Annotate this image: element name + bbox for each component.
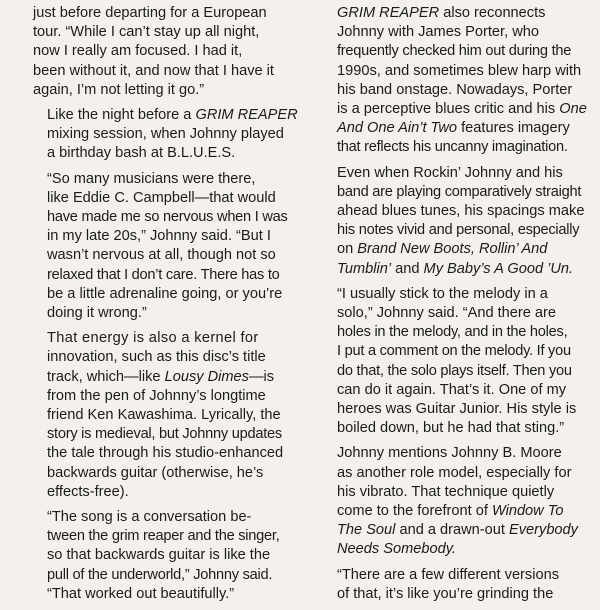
paragraph [33, 106, 298, 164]
text-line: doing it wrong.” [47, 305, 147, 322]
text-run: track, which—like [47, 368, 165, 385]
text-line: “The song is a conversation be- [47, 509, 252, 526]
text-line: 1990s, and sometimes blew harp with [337, 62, 582, 79]
album-title: GRIM REAPER [337, 5, 440, 21]
song-title: The Soul [337, 522, 396, 539]
text-line: a birthday bash at B.L.U.E.S. [47, 145, 236, 162]
text-line: holes in the melody, and in the holes, [337, 324, 568, 341]
text-run: is a perceptive blues critic and his [337, 101, 560, 118]
text-line: relaxed that I don’t care. There has to [47, 266, 280, 283]
text-line: again, I’m not letting it go.” [33, 81, 205, 98]
text-line: frequently checked him out during the [337, 43, 572, 60]
text-line: the tale through his studio-enhanced [47, 445, 284, 462]
song-title: Brand New Boots, Rollin’ And [357, 241, 548, 258]
text-line: “I usually stick to the melody in a [337, 285, 548, 302]
song-title: My Baby’s A Good ’Un. [423, 260, 574, 277]
text-line: tour. “While I can’t stay up all night, [33, 24, 260, 41]
text-line: wasn’t nervous at all, though not so [47, 247, 276, 264]
text-line: Johnny with James Porter, who [337, 24, 539, 41]
album-title: GRIM REAPER [195, 107, 298, 124]
text-run: and [391, 260, 424, 277]
text-line [323, 100, 593, 119]
paragraph [323, 285, 593, 439]
text-run: —is [248, 368, 275, 385]
text-line: boiled down, but he had that sting.” [337, 420, 565, 437]
text-line: innovation, such as this disc’s title [47, 349, 266, 366]
text-line [323, 4, 593, 23]
song-title: Lousy Dimes [164, 368, 249, 385]
text-line: That energy is also a kernel for [47, 330, 259, 347]
text-line: his notes vivid and personal, especially [337, 222, 580, 239]
text-run: features imagery [457, 120, 570, 137]
text-line: just before departing for a European [33, 5, 267, 21]
text-line: do that, the solo plays itself. Then you [337, 362, 572, 379]
left-column [33, 4, 298, 610]
text-run: also reconnects [439, 5, 546, 21]
song-title: Everybody [509, 522, 578, 539]
text-run: Like the night before a [47, 107, 196, 124]
text-line: so that backwards guitar is like the [47, 547, 271, 564]
text-line: been without it, and now that I have it [33, 62, 274, 79]
album-title: And One Ain’t Two [337, 120, 458, 137]
text-run: and a drawn-out [395, 522, 510, 539]
text-line: tween the grim reaper and the singer, [47, 528, 280, 545]
text-line: band are playing comparatively straight [337, 183, 582, 200]
paragraph [323, 164, 593, 279]
paragraph [33, 329, 295, 502]
text-line: be a little adrenaline going, or you’re [47, 285, 283, 302]
text-line: story is medieval, but Johnny updates [47, 426, 282, 443]
text-line: effects-free). [47, 483, 129, 500]
text-line [323, 260, 593, 279]
text-run: come to the forefront of [337, 503, 492, 520]
right-column [323, 4, 593, 610]
text-line: solo,” Johnny said. “And there are [337, 305, 557, 322]
song-title: Needs Somebody. [337, 541, 456, 558]
paragraph [323, 566, 593, 604]
text-line: ahead blues tunes, his spacings make [337, 203, 585, 220]
text-line: I put a comment on the melody. If you [337, 343, 571, 360]
text-line: friend Ken Kawashima. Lyrically, the [47, 407, 281, 424]
paragraph [323, 4, 593, 158]
text-line: have made me so nervous when I was [47, 209, 288, 226]
text-line: his band onstage. Nowadays, Porter [337, 81, 573, 98]
text-line: “There are a few different versions [337, 566, 559, 583]
text-line: now I really am focused. I had it, [33, 43, 243, 60]
text-line: backwards guitar (otherwise, he’s [47, 464, 264, 481]
text-line: his vibrato. That technique quietly [337, 483, 555, 500]
album-title: One [559, 101, 587, 118]
text-line [33, 368, 295, 387]
paragraph [33, 508, 295, 604]
text-line [323, 502, 593, 521]
text-line: in my late 20s,” Johnny said. “But I [47, 228, 271, 245]
text-line [323, 521, 593, 540]
text-line: Even when Rockin’ Johnny and his [337, 164, 563, 181]
text-line [33, 106, 298, 125]
text-line: “So many musicians were there, [47, 170, 256, 187]
text-line: of that, it’s like you’re grinding the [337, 585, 554, 602]
text-run: on [337, 241, 358, 258]
paragraph [323, 444, 593, 559]
text-line [323, 540, 593, 559]
text-line [323, 240, 593, 259]
text-line: pull of the underworld,” Johnny said. [47, 566, 273, 583]
text-line: mixing session, when Johnny played [47, 126, 284, 143]
paragraph [33, 4, 295, 100]
text-line: from the pen of Johnny’s longtime [47, 387, 266, 404]
text-line [323, 119, 593, 138]
text-line: like Eddie C. Campbell—that would [47, 189, 276, 206]
song-title: Window To [491, 503, 564, 520]
text-line: that reflects his uncanny imagination. [337, 139, 568, 156]
text-line: Johnny mentions Johnny B. Moore [337, 445, 562, 462]
text-line: heroes was Guitar Junior. His style is [337, 401, 577, 418]
song-title: Tumblin’ [337, 260, 392, 277]
paragraph [33, 170, 295, 324]
text-line: “That worked out beautifully.” [47, 585, 235, 602]
text-line: can do it again. That’s it. One of my [337, 381, 567, 398]
text-line: as another role model, especially for [337, 464, 572, 481]
